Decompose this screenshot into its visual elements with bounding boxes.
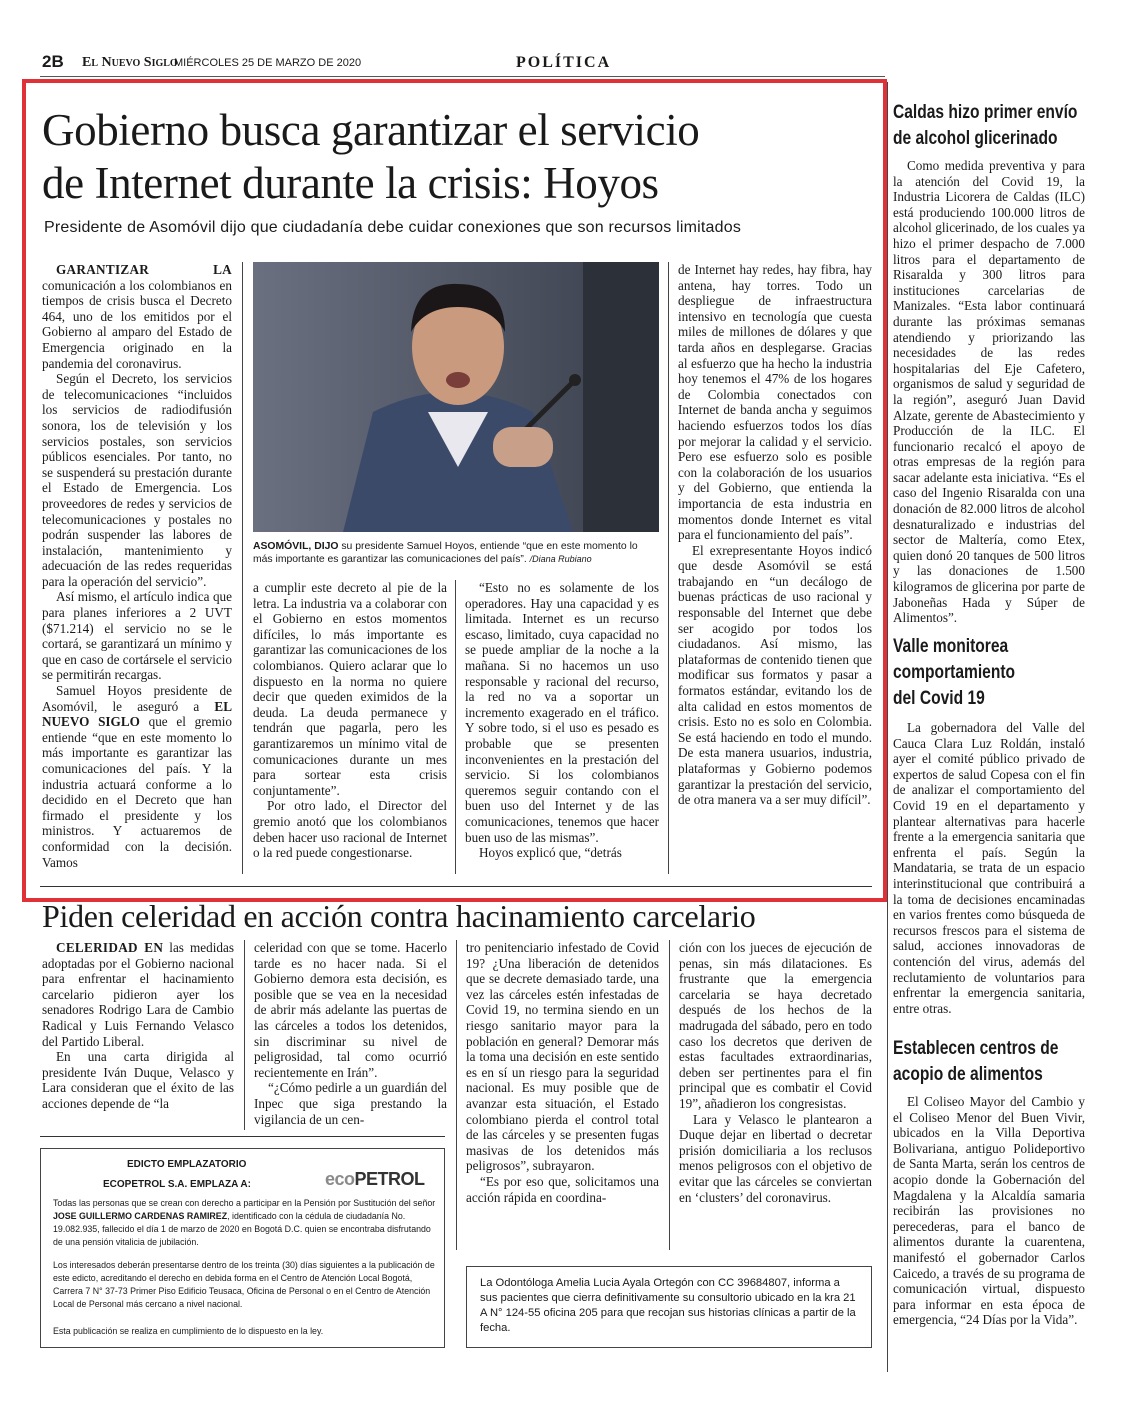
section-name: POLÍTICA — [516, 54, 612, 71]
hoyos-photo — [253, 262, 659, 532]
main-col-4: de Internet hay redes, hay fibra, hay antena, hay torres. Todo un despliegue de infraestructura intensivo en tecnología que cuesta miles de millones de dólares y que tarda años en desplegarse. Gracias al esfuerzo que ha hecho la industria hoy tenemos el 47% de los hogares de Colombia conectados con Internet de banda ancha y seguimos haciendo esfuerzos todos los días por mejorar la calidad y el servicio. Pero ese esfuerzo solo es posible con la colaboración de los usuarios y del Gobierno, que entienda la importancia de esta industria en momentos donde Internet es vital para el funcionamiento del país”. El exrepresentante Hoyos indicó que desde Asomóvil se está trabajando en “un decálogo de buenas prácticas de uso racional y responsable del Internet que debe ser acogido por todos los ciudadanos. Así mismo, las plataformas de contenido tienen que modificar sus formatos y pasar a formatos estándar, evitando los de alta calidad en estos momentos de crisis. Esto no es solo en Colombia. Se está haciendo en todo el mundo. De esta manera usuarios, industria, plataformas y Gobierno podemos garantizar la prestación del servicio, de otra manera va a ser muy difícil”. — [678, 262, 872, 808]
main-subhead: Presidente de Asomóvil dijo que ciudadanía debe cuidar conexiones que son recursos limitados — [44, 219, 742, 236]
issue-date: MIÉRCOLES 25 DE MARZO DE 2020 — [174, 57, 362, 69]
main-col-3: “Esto no es solamente de los operadores. Hay una capacidad y es limitada. Internet es un recurso escaso, limitado, cuya capacidad no se puede ampliar de la noche a la mañana. Si no hacemos un uso responsable y racional del recurso, la red no va a soportar un incremento exagerado en el tráfico. Y sobre todo, si el uso es pesado es probable que se presenten inconvenientes en la prestación del servicio. Si los colombianos queremos seguir contando con el buen uso del Internet y de las comunicaciones, tenemos que hacer buen uso de las mismas”. Hoyos explicó que, “detrás — [465, 580, 659, 861]
second-col-1: CELERIDAD EN las medidas adoptadas por el Gobierno nacional para enfrentar el hacinamiento carcelario pidieron ayer los senadores Rodrigo Lara de Cambio Radical y Luis Fernando Velasco del Partido Liberal. En una carta dirigida al presidente Iván Duque, Velasco y Lara consideran que el éxito de las acciones depende de “la — [42, 940, 234, 1111]
edicto-ad — [40, 1148, 445, 1348]
sidebar-body-3: El Coliseo Mayor del Cambio y el Coliseo Menor del Buen Vivir, ubicados en la Villa Deportiva Bolivariana, antiguo Polideportivo de Santa Marta, serán los centros de acopio donde la Gobernación del Magdalena y la Alcaldía samaria recibirán las provisiones no perecederas, para el banco de alimentos durante la cuarentena, manifestó el gobernador Carlos Caicedo, a través de su programa de comunicación virtual, dispuesto para informar en esta época de emergencia, “24 Días por la Vida”. — [893, 1094, 1085, 1328]
sidebar-title-3: Establecen centros de acopio de alimentos — [893, 1038, 1059, 1085]
edicto-p2: Los interesados deberán presentarse dentro de los treinta (30) días siguientes a la publicación de este edicto, acreditando el derecho en debida forma en el Centro de Atención Local Bogotá, Carrera 7 N° 37-73 Primer Piso Edificio Teusaca, Oficina de Personal o en el Centro de Atención Local de Personal más cercano a nivel nacional. — [53, 1260, 435, 1310]
second-headline: Piden celeridad en acción contra hacinamiento carcelario — [42, 898, 756, 934]
edicto-subtitle: ECOPETROL S.A. EMPLAZA A: — [103, 1179, 251, 1190]
newspaper-name: El Nuevo Siglo — [82, 55, 178, 70]
second-col-4: ción con los jueces de ejecución de penas, sin más dilataciones. Es frustrante que la emergencia carcelaria se haya decretado después de los hechos de la madrugada del sábado, pero en todo caso los decretos que deriven de estas facultades extraordinarias, deben ser pertinentes para el fin principal que es combatir el Covid 19”, añadieron los congresistas. Lara y Velasco le plantearon a Duque dejar en libertad o decretar prisión domiciliaria a los reclusos menos peligrosos con el objetivo de evitar que las cárceles se conviertan en ‘clusters’ del coronavirus. — [679, 940, 872, 1205]
sidebar-body-1: Como medida preventiva y para la atención del Covid 19, la Industria Licorera de Caldas (ILC) está produciendo 100.000 litros de alcohol glicerinado, de los cuales ya hizo el primer despacho de 7.000 litros para el departamento de Risaralda y 300 litros para instituciones carcelarias de Manizales. “Esta labor continuará durante las próximas semanas atendiendo y priorizando las necesidades de las redes hospitalarias del Eje Cafetero, organismos de salud y seguridad de la región”, aseguró Juan David Alzate, gerente de Abastecimiento y Producción de la ILC. El funcionario recalcó el apoyo de otras empresas de la región para sacar adelante esta iniciativa. “Es el caso del Ingenio Risaralda con una donación de 82.000 litros de alcohol desnaturalizado e industrias del sector de Maltería, como Etex, quien donó 20 tanques de 500 litros y las donaciones de 1.500 kilogramos de glicerina por parte de Jaboneñas Hada y Súper de Alimentos”. — [893, 158, 1085, 626]
second-col-3: tro penitenciario infestado de Covid 19? ¿Una liberación de detenidos que se decrete demasiado tarde, una vez las cárceles estén infestadas de Covid 19, no termina siendo en un riesgo sanitario mayor para la población en general? Demorar más la toma una decisión en este sentido es en sí un riesgo para la seguridad nacional. Es muy posible que de avanzar esta situación, el Estado colombiano pierda el control total de las cárceles y se presenten fugas masivas de los detenidos más peligrosos”, subrayaron. “Es por eso que, solicitamos una acción rápida en coordina- — [466, 940, 659, 1205]
edicto-p3: Esta publicación se realiza en cumplimiento de lo dispuesto en la ley. — [53, 1326, 324, 1337]
dentist-notice: La Odontóloga Amelia Lucia Ayala Ortegón con CC 39684807, informa a sus pacientes que cierra definitivamente su consultorio ubicado en la kra 21 A N° 124-55 oficina 205 para que recojan sus historias clínicas a partir de la fecha. — [466, 1266, 872, 1348]
main-headline: Gobierno busca garantizar el servicio de Internet durante la crisis: Hoyos — [42, 105, 700, 208]
second-col-2: celeridad con que se tome. Hacerlo tarde es no hacer nada. Si el Gobierno demora esta decisión, es posible que se vea en la necesidad de abrir más adelante las puertas de las cárceles a todos los detenidos, sin discriminar su nivel de peligrosidad, tal como ocurrió recientemente en Irán”. “¿Cómo pedirle a un guardián del Inpec que siga prestando la vigilancia de un cen- — [254, 940, 447, 1127]
sidebar-body-2: La gobernadora del Valle del Cauca Clara Luz Roldán, instaló ayer el comité público privado de expertos de salud Copesa con el fin de analizar el comportamiento del Covid 19 en el departamento y plantear alternativas para hacerle frente a la emergencia sanitaria que enfrenta el país. Según la Mandataria, se trata de un espacio interinstitucional que contribuirá a la toma de decisiones encaminadas en varios frentes como búsqueda de recursos frescos para el sistema de salud, acciones innovadoras de contención del virus, además del reclutamiento de voluntarios para enfrentar la emergencia sanitaria, entre otras. — [893, 720, 1085, 1016]
edicto-title: EDICTO EMPLAZATORIO — [127, 1159, 247, 1170]
sidebar-title-1: Caldas hizo primer envío de alcohol glicerinado — [893, 102, 1078, 149]
edicto-p1: Todas las personas que se crean con derecho a participar en la Pensión por Sustitución del señor JOSE GUILLERMO CARDENAS RAMIREZ, identificado con la cédula de ciudadanía No. 19.082.935, fallecido el día 1 de marzo de 2020 en Bogotá D.C. quien se encontraba disfrutando de una pensión vitalicia de jubilación. — [53, 1198, 436, 1248]
header-rule — [40, 76, 885, 77]
page-number: 2B — [42, 52, 64, 71]
main-col-2: a cumplir este decreto al pie de la letra. La industria va a colaborar con el Gobierno en estos momentos difíciles, lo más importante es garantizar las comunicaciones de los colombianos. Quiero aclarar que lo dispuesto en la norma no quiere decir que queden eximidos de la deuda. La deuda permanece y tendrán que pagarla, pero les garantizaremos un mínimo vital de comunicaciones durante un mes para sortear esta crisis conjuntamente”. Por otro lado, el Director del gremio anotó que los colombianos deben hacer uso racional de Internet o la red puede congestionarse. — [253, 580, 447, 861]
main-col-1: GARANTIZAR LA comunicación a los colombianos en tiempos de crisis busca el Decreto 464, uno de los emitidos por el Gobierno al amparo del Estado de Emergencia originado en la pandemia del coronavirus. Según el Decreto, los servicios de telecomunicaciones “incluidos los servicios de radiodifusión sonora, los de televisión y los servicios postales, son servicios públicos esenciales. Por tanto, no se suspenderá su prestación durante el Estado de Emergencia. Los proveedores de redes y servicios de telecomunicaciones y postales no podrán suspender las labores de instalación, mantenimiento y adecuación de las redes requeridas para la operación del servicio”. Así mismo, el artículo indica que para planes inferiores a 2 UVT ($71.214) el servicio no se le cortará, se garantizará un mínimo y que en caso de cortársele el servicio se permitirán recargas. Samuel Hoyos presidente de Asomóvil, le aseguró a EL NUEVO SIGLO que el gremio entiende “que en este momento lo más importante es garantizar las comunicaciones del país. Y la industria actuará conforme a lo decidido en el Decreto que han firmado el presidente y los ministros. Y actuaremos de conformidad con la decisión. Vamos — [42, 262, 232, 870]
ecopetrol-logo: ecoPETROL — [325, 1169, 425, 1189]
sidebar-title-2: Valle monitorea comportamiento del Covid 19 — [893, 636, 1016, 709]
photo-caption: ASOMÓVIL, DIJO su presidente Samuel Hoyos, entiende “que en este momento lo más importante es garantizar las comunicaciones del país”. /Diana Rubiano — [253, 541, 638, 565]
